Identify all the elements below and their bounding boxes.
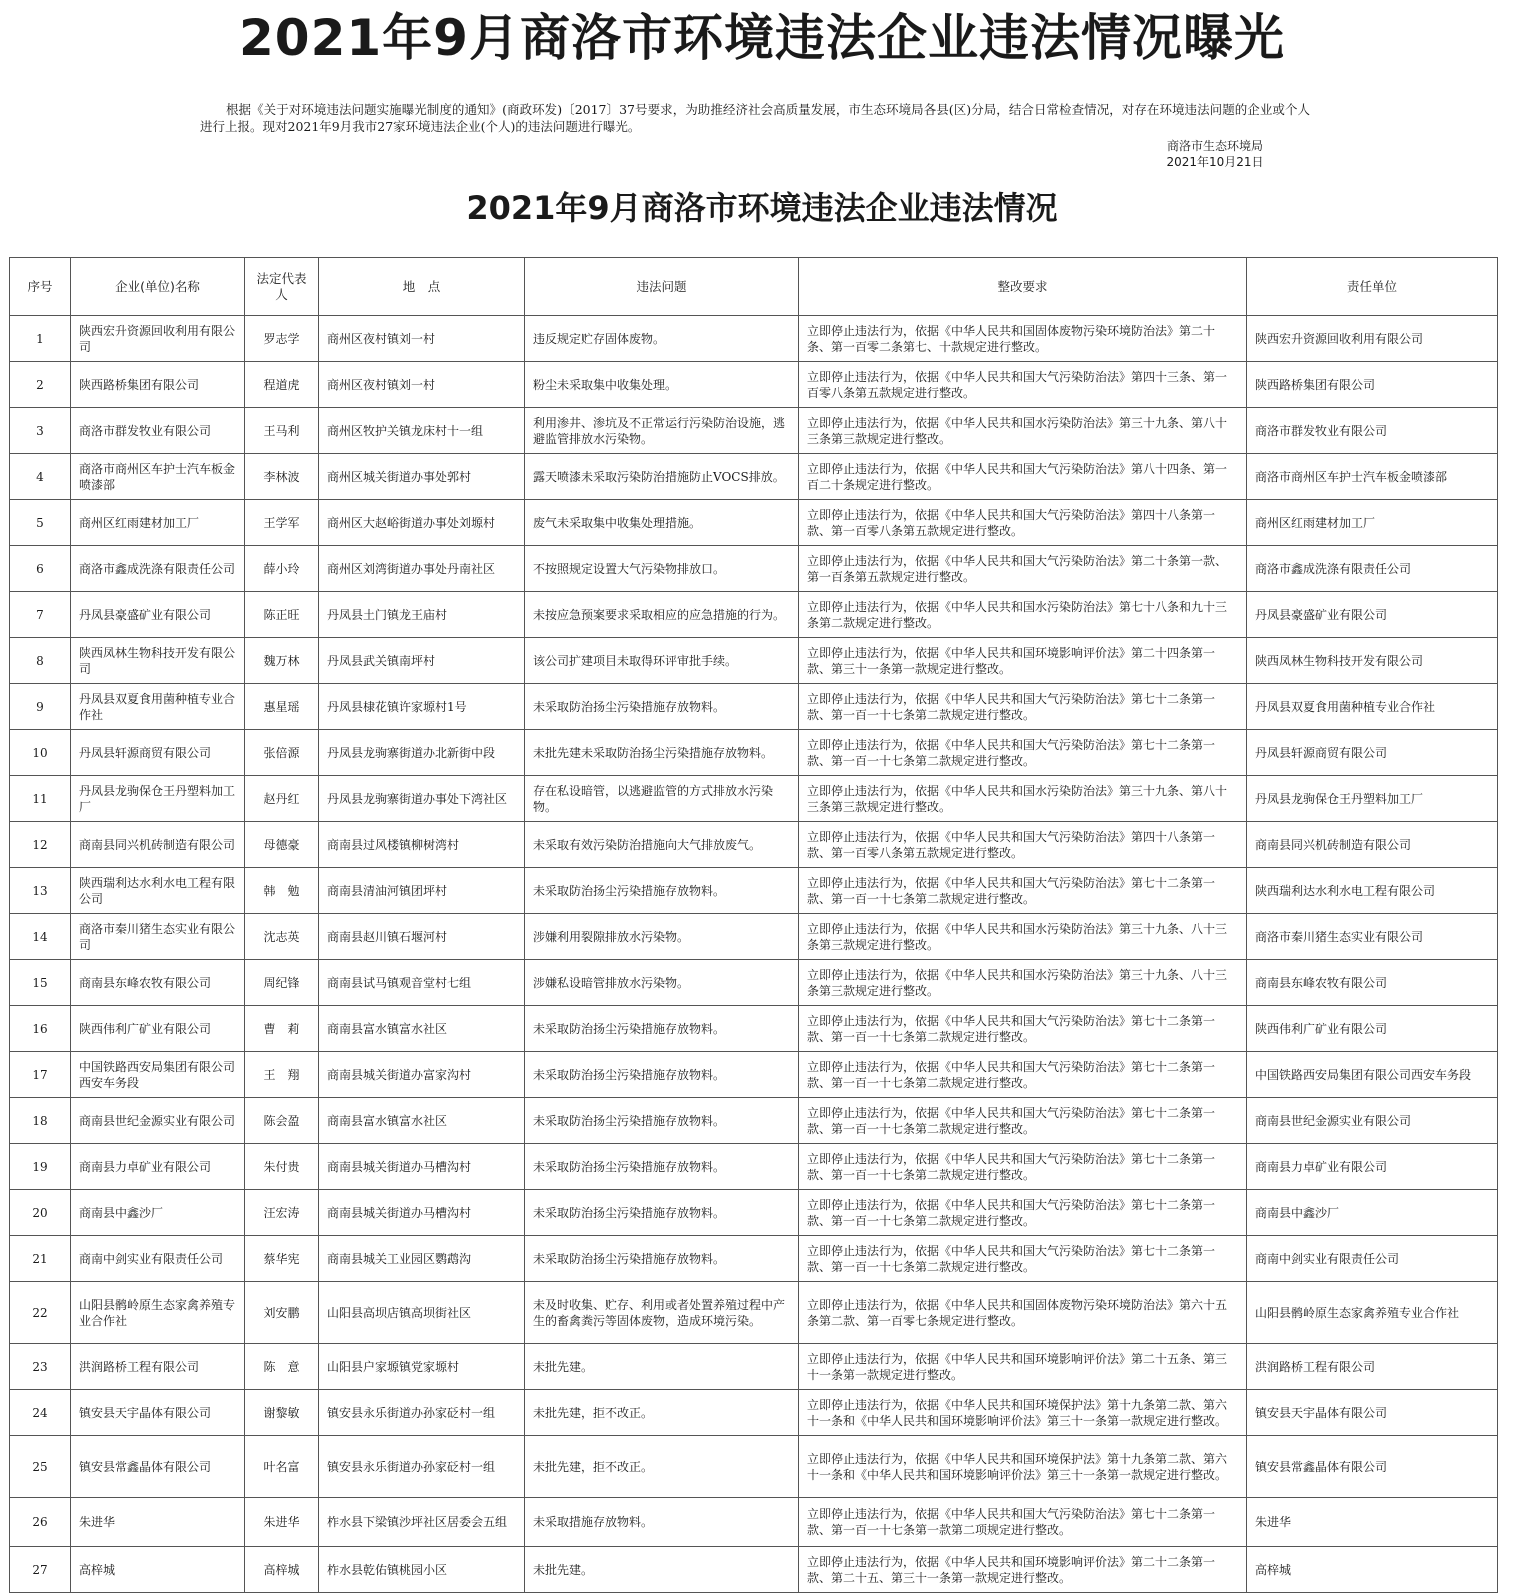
cell-location: 商南县试马镇观音堂村七组 — [319, 960, 525, 1006]
cell-company: 丹凤县双夏食用菌种植专业合作社 — [71, 684, 245, 730]
cell-no: 11 — [10, 776, 71, 822]
cell-no: 4 — [10, 454, 71, 500]
cell-requirement: 立即停止违法行为，依据《中华人民共和国大气污染防治法》第四十八条第一款、第一百零八条第五款规定进行整改。 — [799, 822, 1247, 868]
cell-requirement: 立即停止违法行为，依据《中华人民共和国大气污染防治法》第七十二条第一款、第一百一十七条第二款规定进行整改。 — [799, 1190, 1247, 1236]
table-row — [10, 1236, 1498, 1282]
violations-table — [9, 257, 1498, 1593]
cell-requirement: 立即停止违法行为，依据《中华人民共和国固体废物污染环境防治法》第六十五条第二款、第一百零七条规定进行整改。 — [799, 1282, 1247, 1344]
table-row — [10, 684, 1498, 730]
table-row — [10, 316, 1498, 362]
cell-company: 镇安县常鑫晶体有限公司 — [71, 1436, 245, 1498]
cell-representative: 朱进华 — [245, 1498, 319, 1547]
cell-requirement: 立即停止违法行为，依据《中华人民共和国大气污染防治法》第四十八条第一款、第一百零八条第五款规定进行整改。 — [799, 500, 1247, 546]
table-header-row — [10, 258, 1498, 316]
cell-representative: 魏万林 — [245, 638, 319, 684]
cell-responsible: 商洛市商州区车护士汽车板金喷漆部 — [1247, 454, 1498, 500]
cell-requirement: 立即停止违法行为，依据《中华人民共和国水污染防治法》第三十九条、第八十三条第三款规定进行整改。 — [799, 408, 1247, 454]
table-row — [10, 960, 1498, 1006]
cell-company: 陕西凤林生物科技开发有限公司 — [71, 638, 245, 684]
cell-location: 山阳县高坝店镇高坝街社区 — [319, 1282, 525, 1344]
cell-representative: 蔡华宪 — [245, 1236, 319, 1282]
header-company: 企业(单位)名称 — [71, 258, 245, 316]
cell-no: 3 — [10, 408, 71, 454]
cell-violation: 未批先建，拒不改正。 — [525, 1390, 799, 1436]
cell-violation: 未采取措施存放物料。 — [525, 1498, 799, 1547]
cell-responsible: 商洛市秦川猪生态实业有限公司 — [1247, 914, 1498, 960]
cell-company: 商南县力卓矿业有限公司 — [71, 1144, 245, 1190]
cell-representative: 韩 勉 — [245, 868, 319, 914]
cell-location: 柞水县下梁镇沙坪社区居委会五组 — [319, 1498, 525, 1547]
cell-requirement: 立即停止违法行为，依据《中华人民共和国固体废物污染环境防治法》第二十条、第一百零二条第七、十款规定进行整改。 — [799, 316, 1247, 362]
cell-responsible: 商南县中鑫沙厂 — [1247, 1190, 1498, 1236]
cell-representative: 曹 莉 — [245, 1006, 319, 1052]
cell-representative: 谢黎敏 — [245, 1390, 319, 1436]
cell-responsible: 丹凤县双夏食用菌种植专业合作社 — [1247, 684, 1498, 730]
cell-location: 商南县城关工业园区鹦鹉沟 — [319, 1236, 525, 1282]
header-violation: 违法问题 — [525, 258, 799, 316]
cell-representative: 朱付贵 — [245, 1144, 319, 1190]
cell-representative: 刘安鹏 — [245, 1282, 319, 1344]
header-requirement: 整改要求 — [799, 258, 1247, 316]
header-representative: 法定代表人 — [245, 258, 319, 316]
cell-responsible: 镇安县天宇晶体有限公司 — [1247, 1390, 1498, 1436]
cell-no: 23 — [10, 1344, 71, 1390]
cell-location: 丹凤县龙驹寨街道办北新街中段 — [319, 730, 525, 776]
cell-location: 商州区夜村镇刘一村 — [319, 362, 525, 408]
table-row — [10, 1282, 1498, 1344]
cell-location: 丹凤县棣花镇许家塬村1号 — [319, 684, 525, 730]
cell-no: 18 — [10, 1098, 71, 1144]
table-row — [10, 914, 1498, 960]
cell-requirement: 立即停止违法行为，依据《中华人民共和国大气污染防治法》第七十二条第一款、第一百一十七条第二款规定进行整改。 — [799, 868, 1247, 914]
cell-representative: 赵丹红 — [245, 776, 319, 822]
cell-responsible: 陕西路桥集团有限公司 — [1247, 362, 1498, 408]
cell-location: 商南县赵川镇石堰河村 — [319, 914, 525, 960]
table-row — [10, 1190, 1498, 1236]
cell-company: 商南县东峰农牧有限公司 — [71, 960, 245, 1006]
cell-company: 商洛市秦川猪生态实业有限公司 — [71, 914, 245, 960]
cell-location: 商州区夜村镇刘一村 — [319, 316, 525, 362]
cell-company: 商南县同兴机砖制造有限公司 — [71, 822, 245, 868]
cell-no: 19 — [10, 1144, 71, 1190]
cell-no: 22 — [10, 1282, 71, 1344]
cell-no: 8 — [10, 638, 71, 684]
cell-location: 丹凤县武关镇南坪村 — [319, 638, 525, 684]
cell-responsible: 商南县力卓矿业有限公司 — [1247, 1144, 1498, 1190]
cell-company: 商南县中鑫沙厂 — [71, 1190, 245, 1236]
cell-location: 镇安县永乐街道办孙家砭村一组 — [319, 1390, 525, 1436]
table-row — [10, 362, 1498, 408]
cell-no: 14 — [10, 914, 71, 960]
cell-location: 柞水县乾佑镇桃园小区 — [319, 1547, 525, 1593]
table-row — [10, 1344, 1498, 1390]
cell-responsible: 洪润路桥工程有限公司 — [1247, 1344, 1498, 1390]
cell-responsible: 陕西凤林生物科技开发有限公司 — [1247, 638, 1498, 684]
cell-violation: 未批先建未采取防治扬尘污染措施存放物料。 — [525, 730, 799, 776]
cell-requirement: 立即停止违法行为，依据《中华人民共和国大气污染防治法》第八十四条、第一百二十条规定进行整改。 — [799, 454, 1247, 500]
cell-representative: 李林波 — [245, 454, 319, 500]
cell-violation: 粉尘未采取集中收集处理。 — [525, 362, 799, 408]
cell-company: 朱进华 — [71, 1498, 245, 1547]
cell-responsible: 朱进华 — [1247, 1498, 1498, 1547]
cell-responsible: 商南县同兴机砖制造有限公司 — [1247, 822, 1498, 868]
cell-representative: 王 翔 — [245, 1052, 319, 1098]
cell-no: 10 — [10, 730, 71, 776]
cell-company: 陕西伟利广矿业有限公司 — [71, 1006, 245, 1052]
cell-requirement: 立即停止违法行为，依据《中华人民共和国大气污染防治法》第七十二条第一款、第一百一十七条第二款规定进行整改。 — [799, 684, 1247, 730]
cell-responsible: 陕西瑞利达水利水电工程有限公司 — [1247, 868, 1498, 914]
cell-no: 2 — [10, 362, 71, 408]
cell-no: 9 — [10, 684, 71, 730]
cell-responsible: 丹凤县龙驹保仓王丹塑料加工厂 — [1247, 776, 1498, 822]
cell-location: 丹凤县龙驹寨街道办事处下湾社区 — [319, 776, 525, 822]
cell-company: 商洛市群发牧业有限公司 — [71, 408, 245, 454]
cell-responsible: 丹凤县豪盛矿业有限公司 — [1247, 592, 1498, 638]
cell-violation: 未批先建，拒不改正。 — [525, 1436, 799, 1498]
cell-responsible: 商南县东峰农牧有限公司 — [1247, 960, 1498, 1006]
cell-no: 12 — [10, 822, 71, 868]
cell-violation: 未采取防治扬尘污染措施存放物料。 — [525, 1236, 799, 1282]
cell-location: 丹凤县土门镇龙王庙村 — [319, 592, 525, 638]
cell-no: 13 — [10, 868, 71, 914]
cell-no: 6 — [10, 546, 71, 592]
cell-location: 商南县富水镇富水社区 — [319, 1006, 525, 1052]
cell-representative: 王学军 — [245, 500, 319, 546]
header-responsible: 责任单位 — [1247, 258, 1498, 316]
header-no: 序号 — [10, 258, 71, 316]
table-title: 2021年9月商洛市环境违法企业违法情况 — [466, 189, 1058, 227]
table-row — [10, 1098, 1498, 1144]
cell-company: 山阳县鹘岭原生态家禽养殖专业合作社 — [71, 1282, 245, 1344]
cell-violation: 未采取防治扬尘污染措施存放物料。 — [525, 1006, 799, 1052]
cell-no: 7 — [10, 592, 71, 638]
cell-company: 商州区红雨建材加工厂 — [71, 500, 245, 546]
cell-violation: 违反规定贮存固体废物。 — [525, 316, 799, 362]
cell-responsible: 中国铁路西安局集团有限公司西安车务段 — [1247, 1052, 1498, 1098]
cell-company: 镇安县天宇晶体有限公司 — [71, 1390, 245, 1436]
cell-violation: 露天喷漆未采取污染防治措施防止VOCS排放。 — [525, 454, 799, 500]
cell-requirement: 立即停止违法行为，依据《中华人民共和国大气污染防治法》第四十三条、第一百零八条第五款规定进行整改。 — [799, 362, 1247, 408]
cell-responsible: 陕西伟利广矿业有限公司 — [1247, 1006, 1498, 1052]
cell-no: 26 — [10, 1498, 71, 1547]
cell-responsible: 商州区红雨建材加工厂 — [1247, 500, 1498, 546]
table-row — [10, 546, 1498, 592]
cell-company: 中国铁路西安局集团有限公司西安车务段 — [71, 1052, 245, 1098]
cell-violation: 未批先建。 — [525, 1344, 799, 1390]
cell-violation: 未采取防治扬尘污染措施存放物料。 — [525, 1098, 799, 1144]
cell-responsible: 山阳县鹘岭原生态家禽养殖专业合作社 — [1247, 1282, 1498, 1344]
table-row — [10, 1498, 1498, 1547]
cell-violation: 该公司扩建项目未取得环评审批手续。 — [525, 638, 799, 684]
cell-violation: 废气未采取集中收集处理措施。 — [525, 500, 799, 546]
signature-block — [1150, 138, 1280, 170]
cell-requirement: 立即停止违法行为，依据《中华人民共和国大气污染防治法》第七十二条第一款、第一百一十七条第二款规定进行整改。 — [799, 1098, 1247, 1144]
cell-location: 商南县富水镇富水社区 — [319, 1098, 525, 1144]
cell-requirement: 立即停止违法行为，依据《中华人民共和国水污染防治法》第七十八条和九十三条第二款规定进行整改。 — [799, 592, 1247, 638]
cell-representative: 陈正旺 — [245, 592, 319, 638]
table-row — [10, 408, 1498, 454]
cell-violation: 利用渗井、渗坑及不正常运行污染防治设施，逃避监管排放水污染物。 — [525, 408, 799, 454]
cell-no: 15 — [10, 960, 71, 1006]
table-row — [10, 500, 1498, 546]
cell-responsible: 丹凤县轩源商贸有限公司 — [1247, 730, 1498, 776]
table-row — [10, 730, 1498, 776]
table-row — [10, 1052, 1498, 1098]
cell-responsible: 商南中剑实业有限责任公司 — [1247, 1236, 1498, 1282]
table-row — [10, 592, 1498, 638]
cell-representative: 高梓城 — [245, 1547, 319, 1593]
cell-responsible: 陕西宏升资源回收利用有限公司 — [1247, 316, 1498, 362]
cell-requirement: 立即停止违法行为，依据《中华人民共和国水污染防治法》第三十九条、八十三条第三款规定进行整改。 — [799, 914, 1247, 960]
cell-location: 商南县过风楼镇柳树湾村 — [319, 822, 525, 868]
cell-requirement: 立即停止违法行为，依据《中华人民共和国水污染防治法》第三十九条、八十三条第三款规定进行整改。 — [799, 960, 1247, 1006]
cell-location: 镇安县永乐街道办孙家砭村一组 — [319, 1436, 525, 1498]
table-row — [10, 1006, 1498, 1052]
cell-location: 山阳县户家塬镇党家塬村 — [319, 1344, 525, 1390]
cell-company: 丹凤县轩源商贸有限公司 — [71, 730, 245, 776]
cell-representative: 程道虎 — [245, 362, 319, 408]
cell-representative: 薛小玲 — [245, 546, 319, 592]
cell-location: 商南县城关街道办马槽沟村 — [319, 1144, 525, 1190]
table-body — [10, 316, 1498, 1593]
cell-violation: 未采取防治扬尘污染措施存放物料。 — [525, 1144, 799, 1190]
cell-location: 商南县城关街道办马槽沟村 — [319, 1190, 525, 1236]
cell-representative: 张倍源 — [245, 730, 319, 776]
cell-company: 陕西宏升资源回收利用有限公司 — [71, 316, 245, 362]
cell-violation: 未采取防治扬尘污染措施存放物料。 — [525, 1052, 799, 1098]
cell-requirement: 立即停止违法行为，依据《中华人民共和国大气污染防治法》第七十二条第一款、第一百一十七条第二款规定进行整改。 — [799, 1006, 1247, 1052]
cell-violation: 涉嫌利用裂隙排放水污染物。 — [525, 914, 799, 960]
cell-responsible: 商洛市鑫成洗涤有限责任公司 — [1247, 546, 1498, 592]
cell-no: 25 — [10, 1436, 71, 1498]
cell-company: 商洛市商州区车护士汽车板金喷漆部 — [71, 454, 245, 500]
table-row — [10, 1144, 1498, 1190]
cell-company: 丹凤县豪盛矿业有限公司 — [71, 592, 245, 638]
cell-violation: 未按应急预案要求采取相应的应急措施的行为。 — [525, 592, 799, 638]
cell-requirement: 立即停止违法行为，依据《中华人民共和国水污染防治法》第三十九条、第八十三条第三款规定进行整改。 — [799, 776, 1247, 822]
cell-requirement: 立即停止违法行为，依据《中华人民共和国大气污染防治法》第七十二条第一款、第一百一十七条第二款规定进行整改。 — [799, 1144, 1247, 1190]
cell-representative: 王马利 — [245, 408, 319, 454]
cell-no: 17 — [10, 1052, 71, 1098]
header-location: 地 点 — [319, 258, 525, 316]
cell-no: 1 — [10, 316, 71, 362]
cell-location: 商南县城关街道办富家沟村 — [319, 1052, 525, 1098]
cell-no: 27 — [10, 1547, 71, 1593]
cell-representative: 沈志英 — [245, 914, 319, 960]
cell-violation: 涉嫌私设暗管排放水污染物。 — [525, 960, 799, 1006]
cell-company: 商洛市鑫成洗涤有限责任公司 — [71, 546, 245, 592]
cell-requirement: 立即停止违法行为，依据《中华人民共和国环境保护法》第十九条第二款、第六十一条和《中华人民共和国环境影响评价法》第三十一条第一款规定进行整改。 — [799, 1390, 1247, 1436]
cell-company: 高梓城 — [71, 1547, 245, 1593]
cell-representative: 周纪锋 — [245, 960, 319, 1006]
table-row — [10, 1390, 1498, 1436]
cell-requirement: 立即停止违法行为，依据《中华人民共和国大气污染防治法》第二十条第一款、第一百条第五款规定进行整改。 — [799, 546, 1247, 592]
cell-requirement: 立即停止违法行为，依据《中华人民共和国环境影响评价法》第二十四条第一款、第三十一条第一款规定进行整改。 — [799, 638, 1247, 684]
cell-violation: 不按照规定设置大气污染物排放口。 — [525, 546, 799, 592]
cell-location: 商州区牧护关镇龙床村十一组 — [319, 408, 525, 454]
cell-violation: 未及时收集、贮存、利用或者处置养殖过程中产生的畜禽粪污等固体废物，造成环境污染。 — [525, 1282, 799, 1344]
cell-representative: 汪宏涛 — [245, 1190, 319, 1236]
table-row — [10, 1436, 1498, 1498]
cell-requirement: 立即停止违法行为，依据《中华人民共和国大气污染防治法》第七十二条第一款、第一百一十七条第一款第二项规定进行整改。 — [799, 1498, 1247, 1547]
cell-violation: 未采取防治扬尘污染措施存放物料。 — [525, 868, 799, 914]
cell-company: 丹凤县龙驹保仓王丹塑料加工厂 — [71, 776, 245, 822]
cell-responsible: 高梓城 — [1247, 1547, 1498, 1593]
table-row — [10, 868, 1498, 914]
issue-date: 2021年10月21日 — [1166, 155, 1264, 169]
cell-violation: 未采取防治扬尘污染措施存放物料。 — [525, 684, 799, 730]
cell-requirement: 立即停止违法行为，依据《中华人民共和国大气污染防治法》第七十二条第一款、第一百一十七条第二款规定进行整改。 — [799, 1236, 1247, 1282]
cell-responsible: 商南县世纪金源实业有限公司 — [1247, 1098, 1498, 1144]
cell-requirement: 立即停止违法行为，依据《中华人民共和国大气污染防治法》第七十二条第一款、第一百一十七条第二款规定进行整改。 — [799, 1052, 1247, 1098]
cell-no: 21 — [10, 1236, 71, 1282]
cell-requirement: 立即停止违法行为，依据《中华人民共和国环境影响评价法》第二十二条第一款、第二十五、第三十一条第一款规定进行整改。 — [799, 1547, 1247, 1593]
cell-representative: 叶名富 — [245, 1436, 319, 1498]
table-row — [10, 776, 1498, 822]
cell-company: 陕西瑞利达水利水电工程有限公司 — [71, 868, 245, 914]
cell-requirement: 立即停止违法行为，依据《中华人民共和国大气污染防治法》第七十二条第一款、第一百一十七条第二款规定进行整改。 — [799, 730, 1247, 776]
table-row — [10, 638, 1498, 684]
cell-location: 商南县清油河镇团坪村 — [319, 868, 525, 914]
table-row — [10, 822, 1498, 868]
cell-no: 5 — [10, 500, 71, 546]
cell-requirement: 立即停止违法行为，依据《中华人民共和国环境保护法》第十九条第二款、第六十一条和《中华人民共和国环境影响评价法》第三十一条第一款规定进行整改。 — [799, 1436, 1247, 1498]
cell-representative: 惠星瑶 — [245, 684, 319, 730]
cell-representative: 陈 意 — [245, 1344, 319, 1390]
cell-no: 16 — [10, 1006, 71, 1052]
cell-representative: 罗志学 — [245, 316, 319, 362]
cell-violation: 存在私设暗管，以逃避监管的方式排放水污染物。 — [525, 776, 799, 822]
cell-responsible: 镇安县常鑫晶体有限公司 — [1247, 1436, 1498, 1498]
cell-responsible: 商洛市群发牧业有限公司 — [1247, 408, 1498, 454]
cell-location: 商州区刘湾街道办事处丹南社区 — [319, 546, 525, 592]
cell-company: 洪润路桥工程有限公司 — [71, 1344, 245, 1390]
main-title: 2021年9月商洛市环境违法企业违法情况曝光 — [239, 9, 1285, 67]
cell-no: 24 — [10, 1390, 71, 1436]
cell-company: 陕西路桥集团有限公司 — [71, 362, 245, 408]
cell-violation: 未批先建。 — [525, 1547, 799, 1593]
intro-paragraph: 根据《关于对环境违法问题实施曝光制度的通知》(商政环发)〔2017〕37号要求，为助推经济社会高质量发展，市生态环境局各县(区)分局，结合日常检查情况，对存在环境违法问题的企业或个人进行上报。现对2021年9月我市27家环境违法企业(个人)的违法问题进行曝光。 — [200, 102, 1310, 134]
cell-no: 20 — [10, 1190, 71, 1236]
cell-representative: 陈会盈 — [245, 1098, 319, 1144]
issuer: 商洛市生态环境局 — [1166, 139, 1263, 153]
cell-company: 商南县世纪金源实业有限公司 — [71, 1098, 245, 1144]
table-row — [10, 1547, 1498, 1593]
table-row — [10, 454, 1498, 500]
cell-requirement: 立即停止违法行为，依据《中华人民共和国环境影响评价法》第二十五条、第三十一条第一款规定进行整改。 — [799, 1344, 1247, 1390]
cell-violation: 未采取有效污染防治措施向大气排放废气。 — [525, 822, 799, 868]
cell-location: 商州区大赵峪街道办事处刘塬村 — [319, 500, 525, 546]
cell-violation: 未采取防治扬尘污染措施存放物料。 — [525, 1190, 799, 1236]
cell-location: 商州区城关街道办事处郭村 — [319, 454, 525, 500]
cell-representative: 母德豪 — [245, 822, 319, 868]
cell-company: 商南中剑实业有限责任公司 — [71, 1236, 245, 1282]
